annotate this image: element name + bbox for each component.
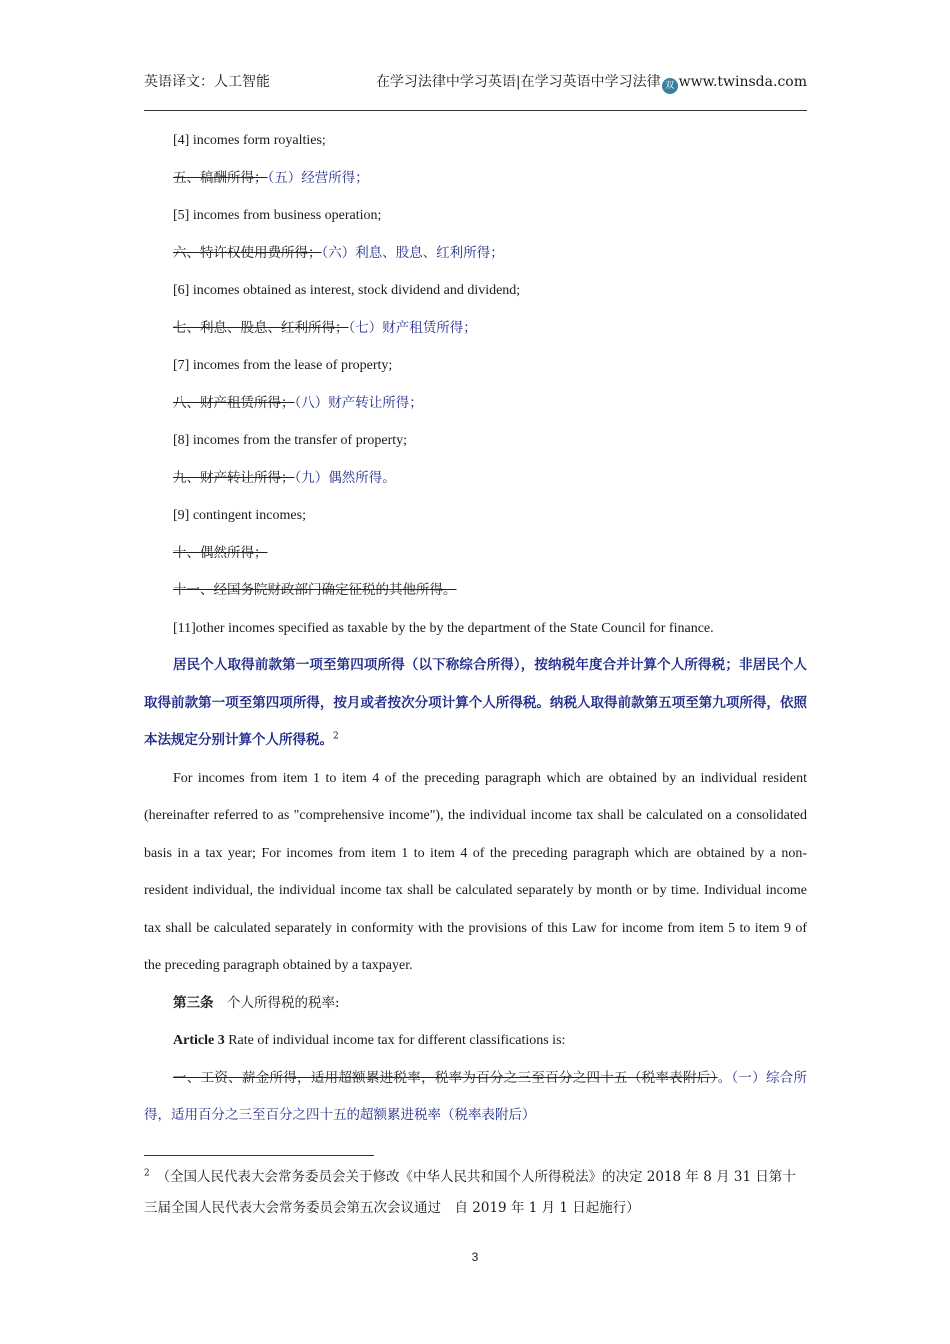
inserted-text: （五）经营所得；: [267, 169, 369, 186]
deleted-text: 九、财产转让所得；: [173, 469, 295, 486]
line-item-9-cn: [144, 460, 807, 498]
footnote-divider: [144, 1155, 374, 1156]
inserted-text: 居民个人取得前款第一项至第四项所得（以下称综合所得），按纳税年度合并计算个人所得税；非居民个人取得前款第一项至第四项所得，按月或者按次分项计算个人所得税。纳税人取得前款第五项至第九项所得，依照本法规定分别计算个人所得税。: [144, 657, 807, 748]
inserted-text: （九）偶然所得。: [294, 469, 396, 486]
article-3-heading-cn: [144, 985, 807, 1023]
inserted-text: （七）财产租赁所得；: [348, 319, 477, 336]
header-slogan: [376, 72, 807, 94]
header-divider: [144, 110, 807, 111]
line-item-8-en: [8] incomes from the transfer of property;: [173, 433, 408, 448]
line-item-10-cn: [144, 535, 807, 573]
line-item-8-cn: [144, 385, 807, 423]
deleted-text: 八、财产租赁所得；: [173, 394, 295, 411]
line-item-7-cn: [144, 310, 807, 348]
deleted-text: 十一、经国务院财政部门确定征税的其他所得。: [173, 582, 457, 598]
deleted-text: 十、偶然所得；: [173, 544, 268, 561]
deleted-text: 五、稿酬所得；: [173, 169, 268, 186]
deleted-text: 六、特许权使用费所得；: [173, 244, 322, 261]
line-item-11-en: [11]other incomes specified as taxable by the by the department of the State Council for finance.: [173, 620, 714, 636]
inserted-text: （八）财产转让所得；: [294, 394, 423, 411]
article-3-heading-en: [144, 1022, 807, 1060]
article-title: Rate of individual income tax for different classifications is:: [228, 1033, 566, 1048]
page-header: [144, 72, 807, 96]
article-3-item-1-cn: [144, 1060, 807, 1135]
paragraph-comprehensive-income-cn: [144, 647, 807, 760]
footnote-text: （全国人民代表大会常务委员会关于修改《中华人民共和国个人所得税法》的决定 2018 年 8 月 31 日第十三届全国人民代表大会常务委员会第五次会议通过 自 2019 年 1 月 1 日起施行）: [144, 1169, 796, 1216]
deleted-text: 七、利息、股息、红利所得；: [173, 319, 349, 336]
article-title: 个人所得税的税率:: [227, 994, 340, 1011]
header-title: 英语译文：人工智能: [144, 74, 270, 90]
article-label: Article 3: [173, 1033, 225, 1048]
header-url: www.twinsda.com: [678, 74, 807, 90]
line-item-5-cn: [144, 160, 807, 198]
deleted-text: 一、工资、薪金所得，适用超额累进税率，税率为百分之三至百分之四十五（税率表附后）: [173, 1069, 718, 1086]
line-item-6-en: [6] incomes obtained as interest, stock dividend and dividend;: [173, 283, 521, 298]
page-number: 3: [471, 1250, 479, 1264]
line-item-4-en: [4] incomes form royalties;: [173, 133, 326, 148]
footnote-ref[interactable]: 2: [333, 731, 339, 742]
line-item-5-en: [5] incomes from business operation;: [173, 208, 382, 223]
inserted-text: （一）综合所得，适用百分之三至百分之四十五的超额累进税率（税率表附后）: [144, 1069, 808, 1123]
header-slogan-text: 在学习法律中学习英语|在学习英语中学习法律: [375, 74, 661, 90]
inserted-text: （六）利息、股息、红利所得；: [321, 244, 504, 261]
line-item-7-en: [7] incomes from the lease of property;: [173, 358, 393, 373]
line-item-11-cn: [144, 572, 807, 610]
twinsda-logo-icon: 双: [662, 78, 678, 94]
paragraph-comprehensive-income-en: For incomes from item 1 to item 4 of the preceding paragraph which are obtained by an individual resident (hereinafter referred to as "comprehensive income"), the individual income tax shall be calculated on a consolidated basis in a tax year; For incomes from item 1 to item 4 of the preceding paragraph which are obtained by a non-resident individual, the individual income tax shall be calculated separately by month or by time. Individual income tax shall be calculated separately in conformity with the provisions of this Law for income from item 5 to item 9 of the preceding paragraph obtained by a taxpayer.: [144, 770, 807, 973]
article-label: 第三条: [173, 994, 214, 1011]
punctuation: 。: [717, 1069, 732, 1086]
line-item-9-en: [9] contingent incomes;: [173, 508, 306, 523]
line-item-6-cn: [144, 235, 807, 273]
footnote-mark: 2: [144, 1168, 150, 1179]
footnote: [144, 1162, 807, 1224]
document-body: [144, 122, 807, 1135]
